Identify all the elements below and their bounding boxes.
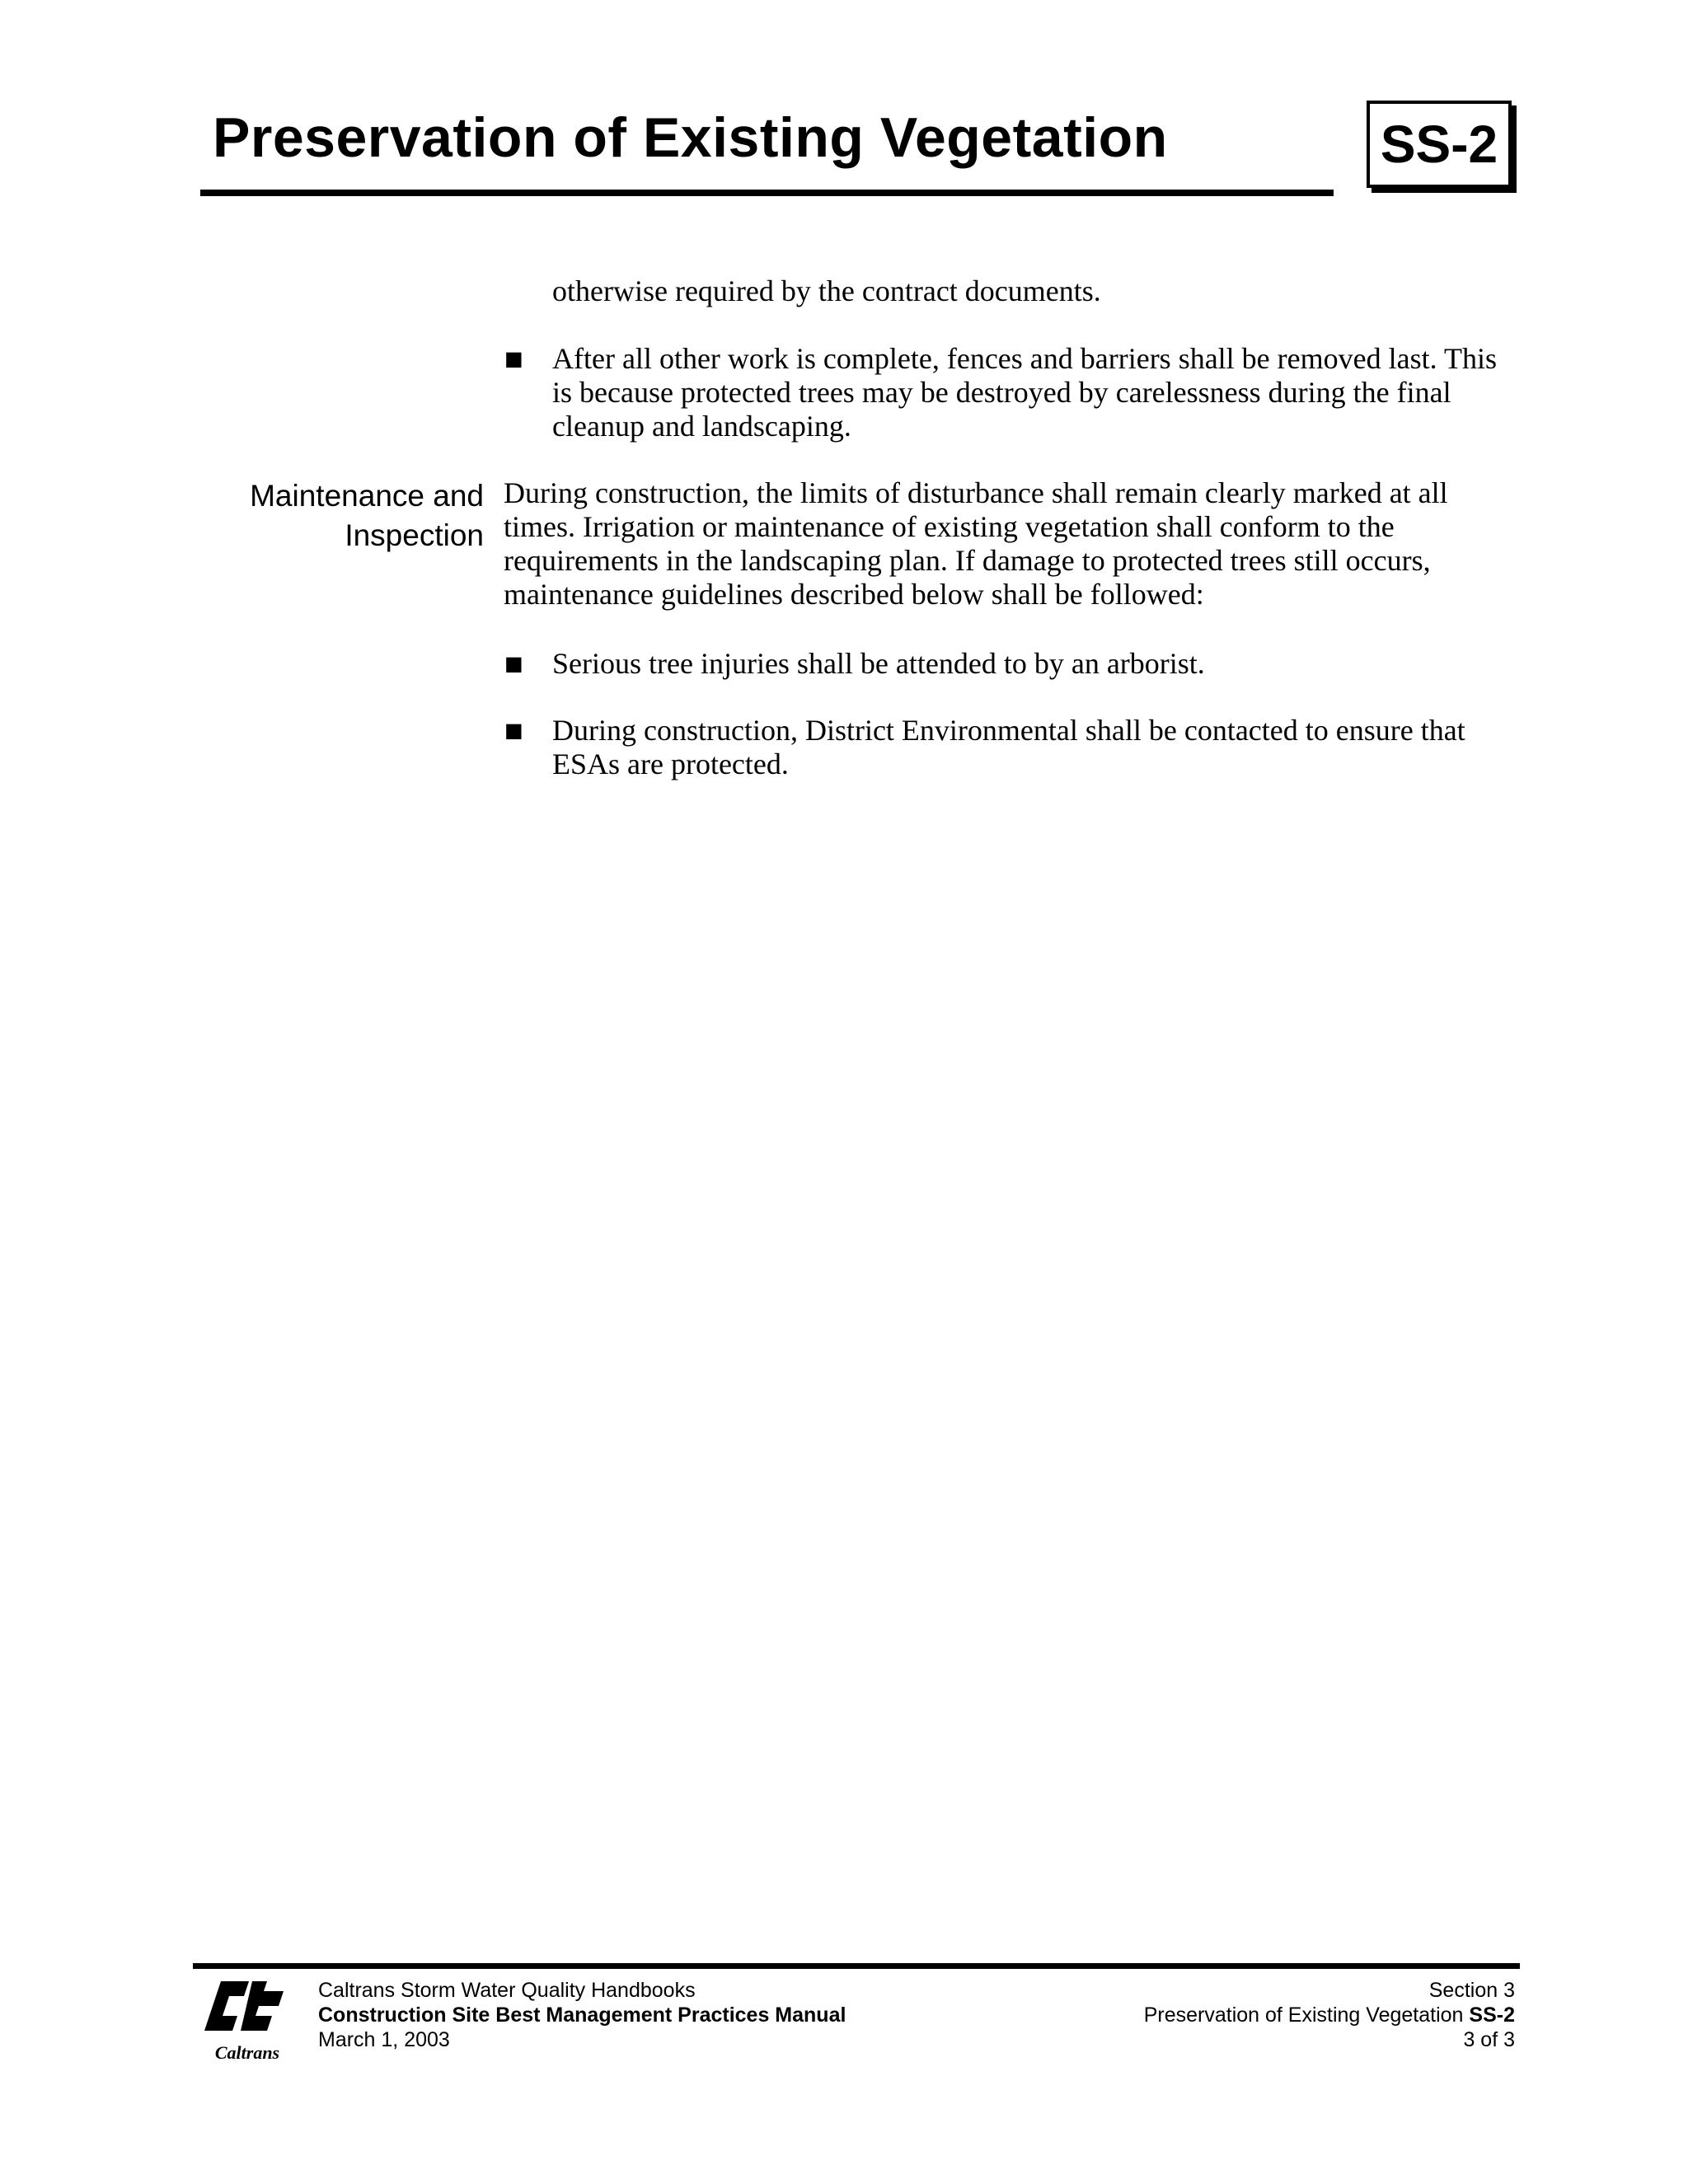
footer-date: March 1, 2003 [318, 2028, 450, 2051]
section-heading-line-1: Maintenance and [250, 479, 484, 513]
footer-manual-title: Construction Site Best Management Practices Manual [318, 2004, 846, 2027]
footer-rule [193, 1963, 1520, 1969]
bullet-item: After all other work is complete, fences and barriers shall be removed last. This is because protected trees may be destroyed by carelessness during the final cleanup and landscaping. [552, 342, 1497, 443]
bullet-item: Serious tree injuries shall be attended to by an arborist. [552, 647, 1205, 680]
footer-handbooks-title: Caltrans Storm Water Quality Handbooks [318, 1979, 696, 2002]
bmp-code-badge: SS-2 [1367, 101, 1512, 188]
ct-mark-icon [204, 1981, 284, 2031]
bullet-marker: ■ [504, 719, 523, 742]
footer-right-block [1144, 1978, 1515, 2052]
footer-section-title [1144, 2003, 1515, 2027]
page-title: Preservation of Existing Vegetation [213, 106, 1168, 169]
bullet-marker: ■ [504, 347, 523, 370]
section-body-paragraph: During construction, the limits of disturbance shall remain clearly marked at all times. Irrigation or maintenance of existing vegetation shall conform to the requirements in the landscaping plan. If damage to protected trees still occurs, maintenance guidelines described below shall be followed: [504, 476, 1448, 611]
header-rule [200, 190, 1334, 196]
footer-page-number: 3 of 3 [1463, 2028, 1515, 2051]
bullet-item: During construction, District Environmental shall be contacted to ensure that ESAs are protected. [552, 714, 1465, 780]
caltrans-logo-text: Caltrans [214, 2042, 280, 2063]
footer-left-block [318, 1978, 846, 2052]
section-heading-line-2: Inspection [345, 518, 484, 552]
caltrans-logo [198, 1978, 297, 2065]
section-heading [198, 476, 484, 555]
bullet-marker: ■ [504, 652, 523, 675]
continuation-paragraph: otherwise required by the contract documents. [552, 274, 1101, 307]
footer-section-name: Preservation of Existing Vegetation [1143, 2004, 1464, 2027]
footer-section: Section 3 [1428, 1979, 1515, 2002]
footer-section-code: SS-2 [1469, 2004, 1515, 2027]
